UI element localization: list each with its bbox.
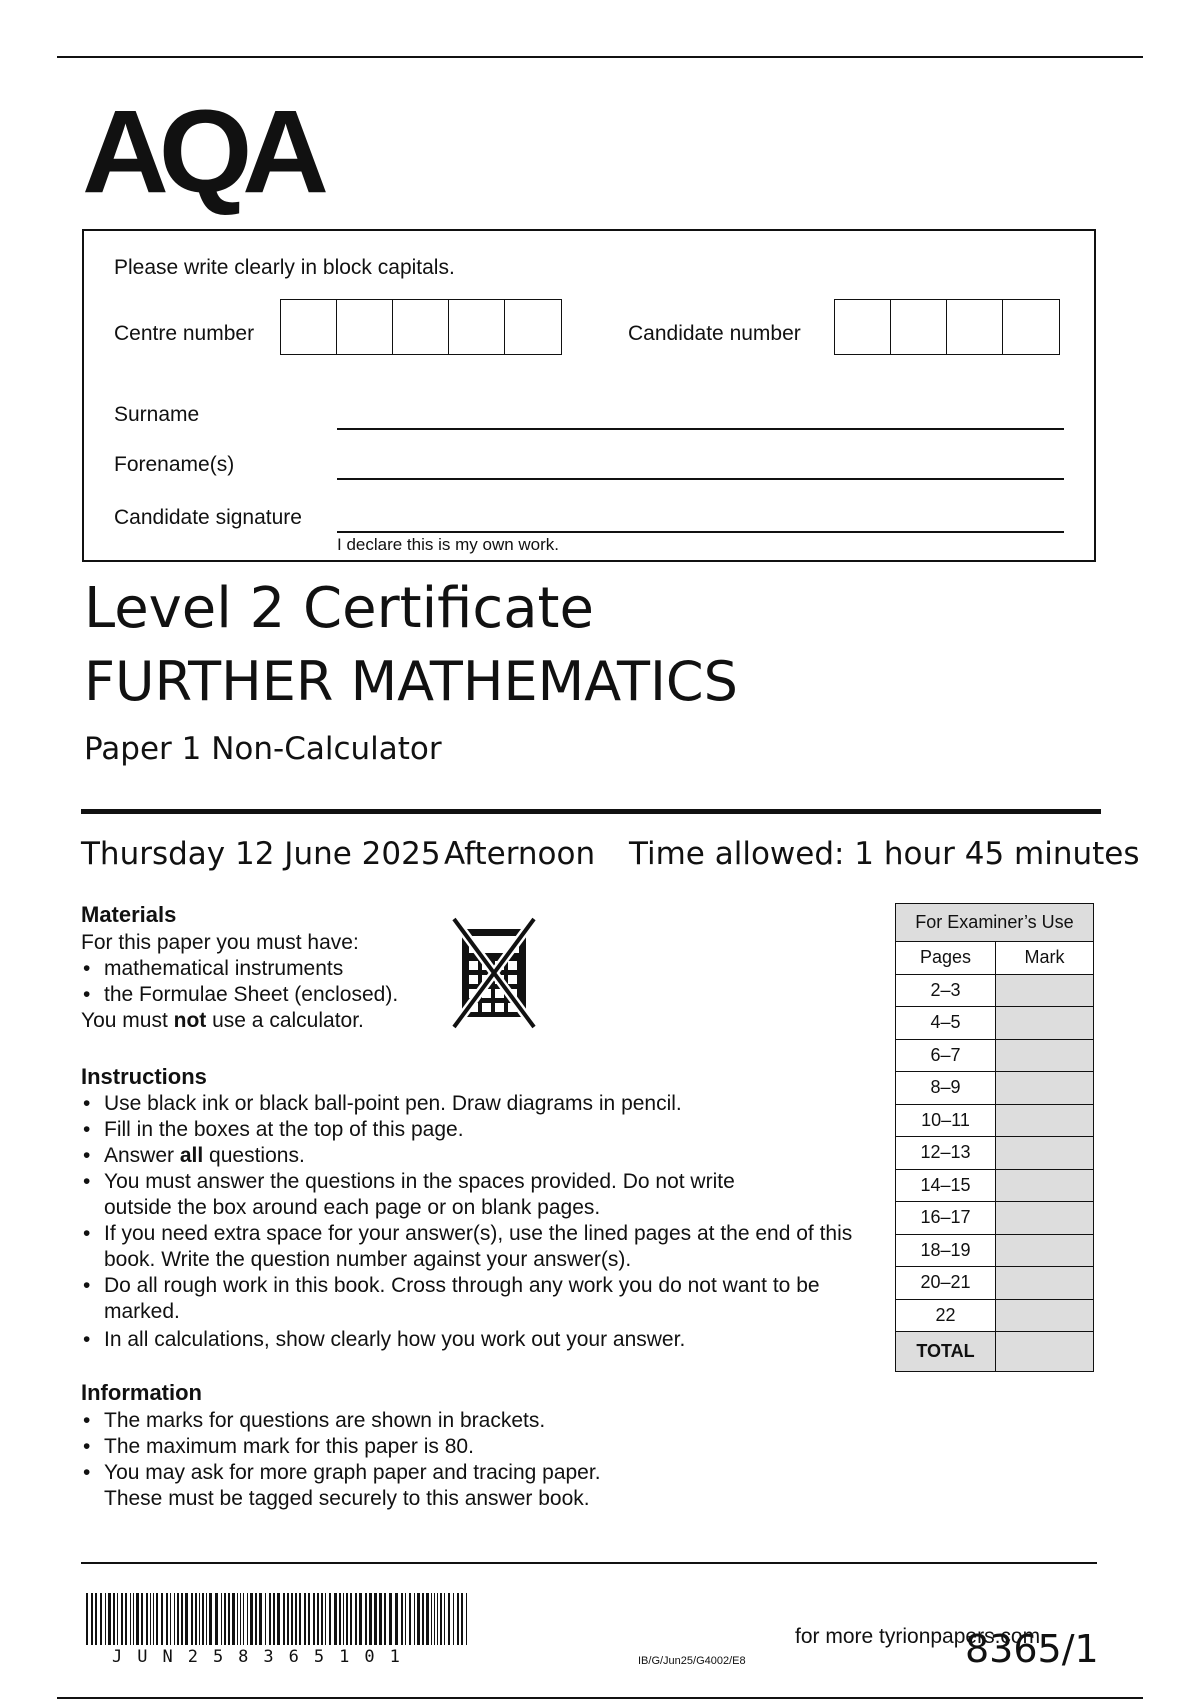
barcode-bar xyxy=(304,1593,306,1645)
barcode-bar xyxy=(339,1593,341,1645)
pages-cell: 14–15 xyxy=(896,1169,996,1202)
barcode-bar xyxy=(228,1593,230,1645)
barcode-text: JUN258365101 xyxy=(112,1647,415,1667)
barcode-bar xyxy=(117,1593,118,1645)
barcode-bar xyxy=(269,1593,271,1645)
materials-item: • mathematical instruments xyxy=(81,956,461,982)
instruction-item: • Use black ink or black ball-point pen. Draw diagrams in pencil. xyxy=(81,1091,871,1117)
candidate-number-label: Candidate number xyxy=(628,322,801,345)
barcode-bar xyxy=(291,1593,293,1645)
candidate-digit-box[interactable] xyxy=(891,300,947,354)
information-item: • The marks for questions are shown in brackets. xyxy=(81,1408,641,1434)
barcode-bar xyxy=(334,1593,337,1645)
barcode-bar xyxy=(457,1593,459,1645)
barcode-bar xyxy=(401,1593,403,1645)
barcode-bar xyxy=(440,1593,442,1645)
pages-cell: 2–3 xyxy=(896,974,996,1007)
signature-label: Candidate signature xyxy=(114,506,302,529)
mark-cell xyxy=(996,1267,1094,1300)
barcode-bar xyxy=(313,1593,315,1645)
barcode-bar xyxy=(448,1593,450,1645)
barcode-bar xyxy=(86,1593,88,1645)
barcode-bar xyxy=(273,1593,275,1645)
barcode-bar xyxy=(466,1593,467,1645)
exam-session: Afternoon xyxy=(444,836,596,872)
top-rule xyxy=(57,56,1143,58)
barcode-bar xyxy=(250,1593,253,1645)
barcode-bar xyxy=(113,1593,115,1645)
mark-cell xyxy=(996,974,1094,1007)
barcode-bar xyxy=(317,1593,319,1645)
barcode-bar xyxy=(170,1593,171,1645)
instructions-heading: Instructions xyxy=(81,1064,207,1089)
pages-cell: 4–5 xyxy=(896,1007,996,1040)
instruction-item: • Do all rough work in this book. Cross through any work you do not want to be marked. xyxy=(81,1273,824,1325)
pages-cell: 8–9 xyxy=(896,1072,996,1105)
examiners-use-title: For Examiner’s Use xyxy=(896,904,1094,942)
pages-cell: 16–17 xyxy=(896,1202,996,1235)
materials-item: • the Formulae Sheet (enclosed). xyxy=(81,982,461,1008)
barcode-bar xyxy=(426,1593,429,1645)
mark-cell xyxy=(996,1072,1094,1105)
information-section xyxy=(81,1408,641,1512)
pages-cell: 22 xyxy=(896,1299,996,1332)
barcode-bar xyxy=(146,1593,148,1645)
barcode-bar xyxy=(365,1593,367,1645)
centre-number-boxes[interactable] xyxy=(280,299,562,355)
barcode-bar xyxy=(453,1593,454,1645)
candidate-digit-box[interactable] xyxy=(947,300,1003,354)
calculator-rule: You must not use a calculator. xyxy=(81,1009,364,1032)
barcode-bar xyxy=(141,1593,143,1645)
barcode-bar xyxy=(395,1593,398,1645)
candidate-digit-box[interactable] xyxy=(835,300,891,354)
mark-cell xyxy=(996,1137,1094,1170)
barcode-bar xyxy=(255,1593,257,1645)
barcode-bar xyxy=(206,1593,207,1645)
barcode-bar xyxy=(243,1593,244,1645)
barcode-bar xyxy=(153,1593,154,1645)
block-capitals-instruction: Please write clearly in block capitals. xyxy=(114,256,455,279)
information-item: • The maximum mark for this paper is 80. xyxy=(81,1434,641,1460)
centre-digit-box[interactable] xyxy=(281,300,337,354)
barcode-bar xyxy=(369,1593,372,1645)
mark-column-header: Mark xyxy=(996,942,1094,975)
barcode-bar xyxy=(295,1593,297,1645)
barcode-bar xyxy=(444,1593,445,1645)
barcode-bar xyxy=(343,1593,344,1645)
barcode-bar xyxy=(325,1593,326,1645)
pages-cell: 12–13 xyxy=(896,1137,996,1170)
candidate-number-boxes[interactable] xyxy=(834,299,1060,355)
mark-cell xyxy=(996,1039,1094,1072)
barcode-bar xyxy=(259,1593,262,1645)
barcode-bar xyxy=(209,1593,212,1645)
materials-section xyxy=(81,930,461,1034)
pages-column-header: Pages xyxy=(896,942,996,975)
mark-cell xyxy=(996,1202,1094,1235)
materials-intro: For this paper you must have: xyxy=(81,931,359,954)
barcode-bar xyxy=(414,1593,415,1645)
examiners-use-table xyxy=(895,903,1094,1372)
footer-rule xyxy=(81,1562,1097,1564)
barcode-bar xyxy=(277,1593,280,1645)
exam-date: Thursday 12 June 2025 xyxy=(81,836,441,872)
pages-cell: 20–21 xyxy=(896,1267,996,1300)
mark-cell xyxy=(996,1169,1094,1202)
barcode-bar xyxy=(247,1593,248,1645)
candidate-digit-box[interactable] xyxy=(1003,300,1059,354)
barcode-bar xyxy=(215,1593,218,1645)
barcode-bar xyxy=(237,1593,238,1645)
materials-heading: Materials xyxy=(81,902,177,927)
instruction-item: • You must answer the questions in the spaces provided. Do not write outside the box around each page or on blank pages. xyxy=(81,1169,784,1221)
centre-digit-box[interactable] xyxy=(505,300,561,354)
instruction-item: • Fill in the boxes at the top of this page. xyxy=(81,1117,871,1143)
mark-cell xyxy=(996,1234,1094,1267)
barcode-bar xyxy=(166,1593,168,1645)
barcode-bar xyxy=(150,1593,151,1645)
declaration-text: I declare this is my own work. xyxy=(337,535,560,554)
barcode-bar xyxy=(240,1593,241,1645)
pages-cell: 10–11 xyxy=(896,1104,996,1137)
reference-code: IB/G/Jun25/G4002/E8 xyxy=(638,1655,746,1667)
forenames-label: Forename(s) xyxy=(114,453,235,476)
title-rule xyxy=(81,809,1101,814)
barcode-bar xyxy=(91,1593,93,1645)
paper-code: 8365/1 xyxy=(965,1627,1099,1671)
forenames-field[interactable] xyxy=(337,478,1064,480)
barcode-bar xyxy=(405,1593,406,1645)
barcode-bar xyxy=(417,1593,420,1645)
barcode-bar xyxy=(359,1593,362,1645)
barcode-bar xyxy=(350,1593,352,1645)
barcode-bar xyxy=(130,1593,131,1645)
barcode-bar xyxy=(161,1593,163,1645)
barcode-bar xyxy=(232,1593,235,1645)
barcode-bar xyxy=(308,1593,310,1645)
barcode-bar xyxy=(329,1593,331,1645)
aqa-logo: AQA xyxy=(82,86,319,218)
watermark-text: for more tyrionpapers.com xyxy=(795,1625,1041,1648)
instruction-item: • If you need extra space for your answer(s), use the lined pages at the end of this book. Write the question number against your answer(s). xyxy=(81,1221,874,1273)
barcode-bar xyxy=(125,1593,127,1645)
qualification-level: Level 2 Certificate xyxy=(84,576,594,641)
information-heading: Information xyxy=(81,1380,202,1405)
barcode-bar xyxy=(95,1593,97,1645)
centre-digit-box[interactable] xyxy=(393,300,449,354)
barcode-bar xyxy=(346,1593,348,1645)
barcode-bar xyxy=(191,1593,193,1645)
barcode-bar xyxy=(409,1593,411,1645)
time-allowed: Time allowed: 1 hour 45 minutes xyxy=(629,836,1140,872)
total-mark-cell xyxy=(996,1332,1094,1372)
total-label: TOTAL xyxy=(896,1332,996,1372)
barcode-bar xyxy=(221,1593,222,1645)
subject-title: FURTHER MATHEMATICS xyxy=(84,650,738,713)
barcode-bar xyxy=(431,1593,432,1645)
barcode xyxy=(86,1593,470,1649)
barcode-bar xyxy=(136,1593,139,1645)
barcode-bar xyxy=(287,1593,289,1645)
barcode-bar xyxy=(283,1593,285,1645)
surname-label: Surname xyxy=(114,403,200,426)
barcode-bar xyxy=(384,1593,386,1645)
barcode-bar xyxy=(389,1593,392,1645)
barcode-bar xyxy=(156,1593,158,1645)
instruction-item: • Answer all questions. xyxy=(81,1143,871,1169)
barcode-bar xyxy=(202,1593,204,1645)
barcode-bar xyxy=(374,1593,377,1645)
barcode-bar xyxy=(199,1593,200,1645)
pages-cell: 6–7 xyxy=(896,1039,996,1072)
barcode-bar xyxy=(185,1593,188,1645)
barcode-bar xyxy=(434,1593,435,1645)
barcode-bar xyxy=(100,1593,102,1645)
pages-cell: 18–19 xyxy=(896,1234,996,1267)
centre-number-label: Centre number xyxy=(114,322,255,345)
barcode-bar xyxy=(355,1593,357,1645)
mark-cell xyxy=(996,1007,1094,1040)
barcode-bar xyxy=(105,1593,106,1645)
barcode-bar xyxy=(177,1593,179,1645)
instruction-item: • In all calculations, show clearly how you work out your answer. xyxy=(81,1327,871,1353)
signature-field[interactable] xyxy=(337,531,1064,533)
barcode-bar xyxy=(422,1593,424,1645)
barcode-bar xyxy=(108,1593,111,1645)
paper-title: Paper 1 Non-Calculator xyxy=(84,731,442,767)
barcode-bar xyxy=(195,1593,197,1645)
barcode-bar xyxy=(224,1593,226,1645)
information-item: • You may ask for more graph paper and tracing paper. These must be tagged securely to this answer book. xyxy=(81,1460,641,1512)
barcode-bar xyxy=(321,1593,323,1645)
bottom-rule xyxy=(57,1697,1143,1699)
barcode-bar xyxy=(181,1593,183,1645)
mark-cell xyxy=(996,1299,1094,1332)
barcode-bar xyxy=(461,1593,463,1645)
centre-digit-box[interactable] xyxy=(337,300,393,354)
barcode-bar xyxy=(265,1593,266,1645)
no-calculator-icon xyxy=(452,917,536,1029)
surname-field[interactable] xyxy=(337,428,1064,430)
mark-cell xyxy=(996,1104,1094,1137)
barcode-bar xyxy=(133,1593,134,1645)
instructions-section xyxy=(81,1091,871,1353)
barcode-bar xyxy=(379,1593,382,1645)
barcode-bar xyxy=(437,1593,438,1645)
barcode-bar xyxy=(174,1593,175,1645)
barcode-bar xyxy=(121,1593,123,1645)
barcode-bar xyxy=(299,1593,301,1645)
centre-digit-box[interactable] xyxy=(449,300,505,354)
